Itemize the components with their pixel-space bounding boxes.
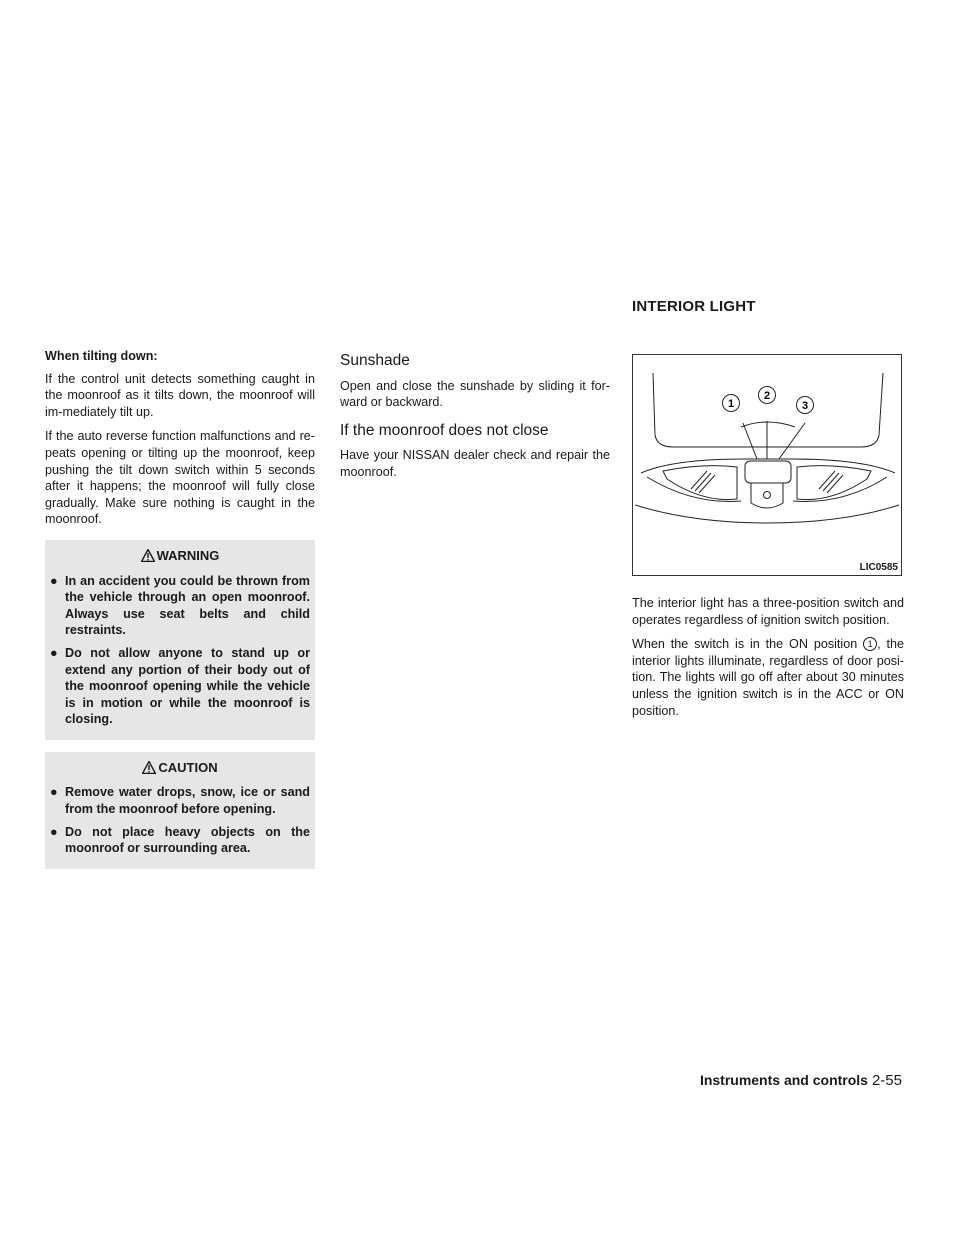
caution-triangle-icon (142, 761, 156, 774)
heading-sunshade: Sunshade (340, 352, 410, 369)
warning-title (50, 548, 310, 565)
bullet-icon: ● (50, 573, 58, 588)
bullet-icon: ● (50, 824, 58, 839)
caution-list (50, 784, 310, 856)
caution-item-text: Do not place heavy objects on the moonroof or surrounding area. (65, 824, 310, 856)
callout-label-1: 1 (727, 398, 735, 410)
callout-label-3: 3 (801, 400, 809, 412)
paragraph-text: , the interior lights illuminate, regardless of door posi-tion. The lights will go off after about 30 minutes unless the ignition switch is in the ACC or ON position. (632, 637, 904, 718)
interior-light-illustration (633, 355, 901, 575)
subheading-tilting-down: When tilting down: (45, 349, 158, 363)
paragraph: Open and close the sunshade by sliding it for-ward or backward. (340, 378, 610, 410)
column-right-body (632, 595, 904, 727)
paragraph: If the auto reverse function malfunctions and re-peats opening or tilting up the moonroof, keep pushing the tilt down switch within 5 seconds after it happens; the moonroof will fully close gradually. Make sure nothing is caught in the moonroof. (45, 429, 315, 527)
warning-list (50, 573, 310, 728)
warning-item (50, 645, 310, 728)
warning-item-text: Do not allow anyone to stand up or extend any portion of their body out of the moonroof opening while the vehicle is in motion or while the moonroof is closing. (65, 645, 310, 727)
column-left (45, 348, 315, 879)
footer-section: Instruments and controls (699, 1072, 868, 1088)
paragraph-text: When the switch is in the ON position (632, 637, 864, 652)
bullet-icon: ● (50, 785, 58, 800)
warning-triangle-icon (141, 549, 155, 562)
paragraph: If the control unit detects something caught in the moonroof as it tilts down, the moonroof will im-mediately tilt up. (45, 371, 315, 419)
paragraph: The interior light has a three-position switch and operates regardless of ignition switch position. (632, 596, 904, 627)
caution-item (50, 824, 310, 857)
page-number: 2-55 (871, 1072, 902, 1089)
heading-moonroof-not-close: If the moonroof does not close (340, 421, 549, 439)
caution-title (50, 760, 310, 777)
interior-light-figure (632, 354, 902, 576)
position-marker-icon: 1 (863, 637, 877, 651)
warning-title-text: WARNING (156, 547, 220, 563)
caution-item-text: Remove water drops, snow, ice or sand from the moonroof before opening. (65, 785, 310, 817)
callout-label-2: 2 (763, 390, 771, 402)
paragraph (632, 636, 904, 719)
paragraph: Have your NISSAN dealer check and repair the moonroof. (340, 448, 610, 479)
warning-box (45, 540, 315, 740)
chapter-heading: INTERIOR LIGHT (632, 298, 756, 315)
caution-item (50, 784, 310, 817)
caution-box (45, 752, 315, 869)
figure-code: LIC0585 (859, 562, 898, 573)
caution-title-text: CAUTION (158, 759, 218, 775)
warning-item-text: In an accident you could be thrown from the vehicle through an open moonroof. Always use seat belts and child restraints. (65, 573, 310, 638)
bullet-icon: ● (50, 645, 58, 660)
column-middle (340, 353, 610, 489)
warning-item (50, 573, 310, 639)
page-footer (700, 1072, 902, 1089)
